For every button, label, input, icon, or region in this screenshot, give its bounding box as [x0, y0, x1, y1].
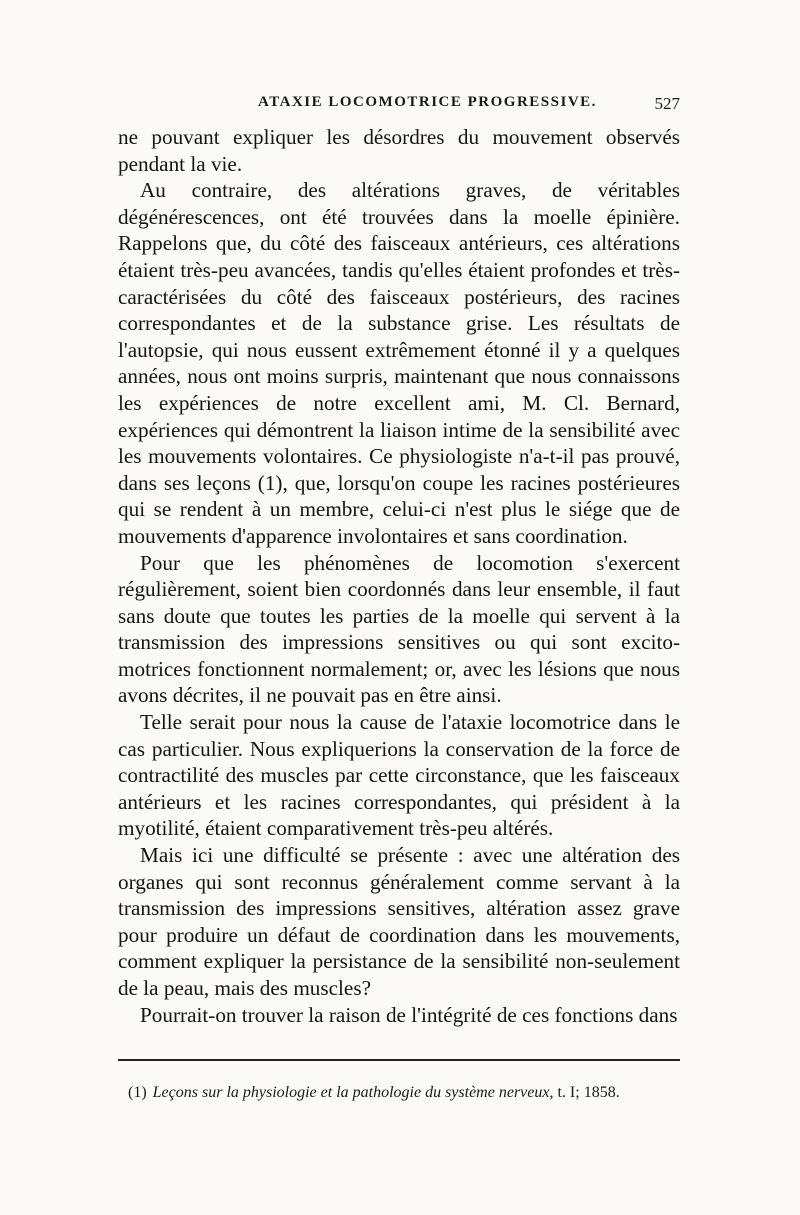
page-number: 527	[654, 94, 680, 113]
paragraph-2: Au contraire, des altérations graves, de véritables dégénérescences, ont été trouvées dans la moelle épinière. Rappelons que, du côté des faisceaux antérieurs, ces altérations étaient très-peu avancées, tandis qu'elles étaient profondes et très-caractérisées du côté des faisceaux postérieurs, des racines correspondantes et de la substance grise. Les résultats de l'autopsie, qui nous eussent extrêmement étonné il y a quelques années, nous ont moins surpris, maintenant que nous connaissons les expériences de notre excellent ami, M. Cl. Bernard, expériences qui démontrent la liaison intime de la sensibilité avec les mouvements volontaires. Ce physiologiste n'a-t-il pas prouvé, dans ses leçons (1), que, lorsqu'on coupe les racines postérieures qui se rendent à un membre, celui-ci n'est plus le siége que de mouvements d'apparence involontaires et sans coordination.	[118, 178, 680, 548]
page-header	[118, 94, 680, 118]
paragraph-5: Mais ici une difficulté se présente : avec une altération des organes qui sont reconnus généralement comme servant à la transmission des impressions sensitives, altération assez grave pour produire un défaut de coordination dans les mouvements, comment expliquer la persistance de la sensibilité non-seulement de la peau, mais des muscles?	[118, 843, 680, 1000]
paragraph-4: Telle serait pour nous la cause de l'ataxie locomotrice dans le cas particulier. Nous expliquerions la conservation de la force de contractilité des muscles par cette circonstance, que les faisceaux antérieurs et les racines correspondantes, qui président à la myotilité, étaient comparativement très-peu altérés.	[118, 710, 680, 841]
paragraph-6: Pourrait-on trouver la raison de l'intégrité de ces fonctions dans	[140, 1002, 678, 1027]
footnote-title: Leçons sur la physiologie et la pathologie du système nerveux	[152, 1084, 550, 1101]
paragraph-1: ne pouvant expliquer les désordres du mouvement observés pendant la vie.	[118, 125, 680, 176]
footnote-rest: , t. I; 1858.	[549, 1084, 620, 1101]
footnote	[118, 1082, 680, 1103]
body-text	[118, 124, 680, 1028]
running-title: ATAXIE LOCOMOTRICE PROGRESSIVE.	[258, 94, 597, 110]
footnote-marker: (1)	[128, 1084, 147, 1101]
footnote-rule	[118, 1059, 680, 1061]
paragraph-3: Pour que les phénomènes de locomotion s'exercent régulièrement, soient bien coordonnés dans leur ensemble, il faut sans doute que toutes les parties de la moelle qui servent à la transmission des impressions sensitives ou qui sont excito-motrices fonctionnent normalement; or, avec les lésions que nous avons décrites, il ne pouvait pas en être ainsi.	[118, 550, 680, 708]
